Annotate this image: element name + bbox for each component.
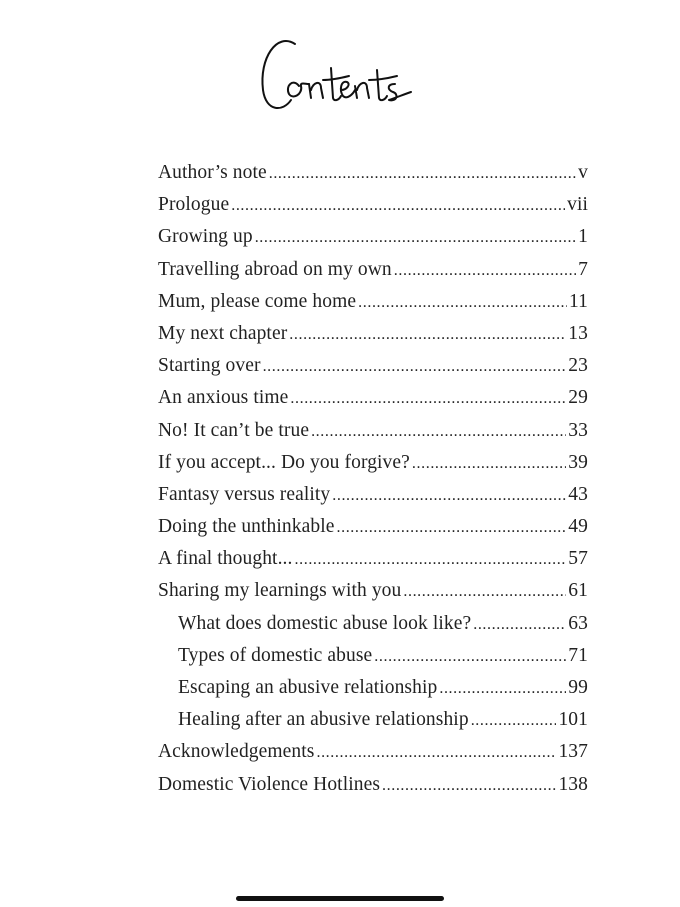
toc-entry-title: Doing the unthinkable — [158, 516, 335, 538]
toc-page-number: 1 — [578, 226, 588, 248]
toc-subentry[interactable] — [158, 709, 588, 741]
toc-entry[interactable] — [158, 452, 588, 484]
toc-entry-title: Domestic Violence Hotlines — [158, 773, 381, 795]
toc-dot-leader — [337, 519, 567, 537]
toc-page-number: 137 — [558, 741, 588, 763]
toc-entry-title: Starting over — [158, 355, 261, 377]
toc-entry-title: Healing after an abusive relationship — [178, 709, 469, 731]
toc-dot-leader — [471, 712, 557, 730]
toc-subentry[interactable] — [158, 613, 588, 645]
toc-dot-leader — [269, 165, 576, 183]
toc-entry-title: No! It can’t be true — [158, 419, 310, 441]
contents-script-heading — [255, 28, 425, 128]
toc-entry-title: A final thought... — [158, 548, 293, 570]
toc-page-number: 63 — [568, 612, 588, 634]
toc-dot-leader — [289, 326, 566, 344]
toc-entry-title: Types of domestic abuse — [178, 644, 373, 666]
toc-dot-leader — [231, 197, 565, 215]
toc-page-number: 71 — [568, 644, 588, 666]
toc-page-number: 99 — [568, 677, 588, 698]
toc-entry[interactable] — [158, 420, 588, 452]
toc-page-number: v — [578, 162, 588, 183]
toc-entry[interactable] — [158, 226, 588, 258]
toc-entry[interactable] — [158, 741, 588, 773]
toc-entry-title: Prologue — [158, 194, 230, 216]
table-of-contents — [158, 162, 588, 806]
toc-entry[interactable] — [158, 323, 588, 355]
page-heading — [0, 28, 680, 128]
toc-dot-leader — [394, 262, 576, 280]
toc-page-number: 61 — [568, 580, 588, 602]
toc-subentry[interactable] — [158, 645, 588, 677]
toc-entry-title: Growing up — [158, 226, 253, 248]
toc-page-number: 33 — [568, 419, 588, 441]
toc-entry-title: Author’s note — [158, 162, 267, 183]
toc-entry-title: Sharing my learnings with you — [158, 580, 402, 602]
toc-entry-title: If you accept... Do you forgive? — [158, 451, 410, 473]
toc-entry-title: Mum, please come home — [158, 290, 357, 312]
home-indicator-bar[interactable] — [236, 896, 444, 901]
toc-dot-leader — [316, 744, 556, 762]
toc-entry[interactable] — [158, 548, 588, 580]
toc-entry-title: What does domestic abuse look like? — [178, 612, 472, 634]
toc-entry-title: My next chapter — [158, 322, 288, 344]
toc-entry[interactable] — [158, 259, 588, 291]
toc-entry[interactable] — [158, 162, 588, 194]
toc-dot-leader — [332, 487, 566, 505]
toc-entry-title: Fantasy versus reality — [158, 483, 331, 505]
toc-entry[interactable] — [158, 355, 588, 387]
toc-entry[interactable] — [158, 387, 588, 419]
toc-dot-leader — [439, 680, 566, 698]
toc-subentry[interactable] — [158, 677, 588, 709]
toc-entry-title: Travelling abroad on my own — [158, 258, 392, 280]
toc-page-number: 11 — [569, 290, 588, 312]
toc-page-number: 138 — [558, 773, 588, 795]
toc-entry-title: Escaping an abusive relationship — [178, 677, 438, 698]
toc-entry[interactable] — [158, 291, 588, 323]
toc-entry-title: Acknowledgements — [158, 741, 315, 763]
toc-dot-leader — [382, 777, 556, 795]
toc-dot-leader — [403, 583, 566, 601]
toc-dot-leader — [263, 358, 567, 376]
toc-dot-leader — [374, 648, 566, 666]
toc-page-number: 57 — [568, 548, 588, 570]
toc-page-number: 29 — [568, 387, 588, 409]
toc-entry[interactable] — [158, 580, 588, 612]
toc-page-number: 13 — [568, 322, 588, 344]
toc-entry-title: An anxious time — [158, 387, 289, 409]
toc-page-number: 39 — [568, 451, 588, 473]
toc-page-number: vii — [567, 194, 588, 216]
toc-dot-leader — [290, 390, 566, 408]
toc-dot-leader — [358, 294, 567, 312]
toc-page-number: 23 — [568, 355, 588, 377]
toc-page-number: 101 — [558, 709, 588, 731]
toc-entry[interactable] — [158, 774, 588, 806]
toc-dot-leader — [311, 423, 566, 441]
toc-page-number: 43 — [568, 483, 588, 505]
toc-dot-leader — [412, 455, 566, 473]
toc-dot-leader — [473, 616, 566, 634]
toc-entry[interactable] — [158, 484, 588, 516]
toc-entry[interactable] — [158, 194, 588, 226]
toc-dot-leader — [255, 229, 576, 247]
toc-entry[interactable] — [158, 516, 588, 548]
toc-dot-leader — [295, 551, 567, 569]
toc-page-number: 7 — [578, 258, 588, 280]
toc-page-number: 49 — [568, 516, 588, 538]
